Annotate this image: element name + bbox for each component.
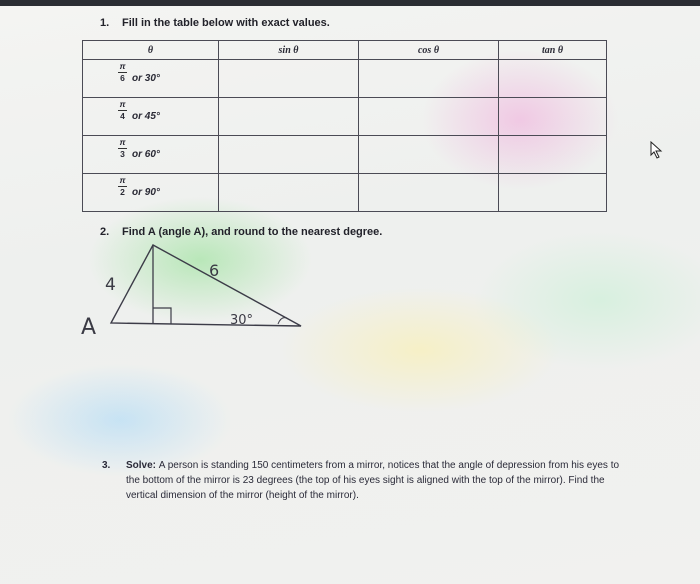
- fraction-denominator: 2: [120, 187, 125, 197]
- tan-answer-cell[interactable]: [499, 174, 607, 212]
- fraction: [118, 100, 127, 121]
- sin-answer-cell[interactable]: [219, 60, 359, 98]
- header-cos: cos θ: [359, 41, 499, 60]
- fraction-numerator: π: [119, 61, 126, 71]
- right-angle-marker: [153, 308, 171, 324]
- sin-answer-cell[interactable]: [219, 174, 359, 212]
- table-row: [83, 98, 607, 136]
- fraction: [118, 62, 127, 83]
- fraction-denominator: 6: [120, 73, 125, 83]
- tan-answer-cell[interactable]: [499, 60, 607, 98]
- cos-answer-cell[interactable]: [359, 98, 499, 136]
- question-3-text: A person is standing 150 centimeters from a mirror, notices that the angle of depression from his eyes to the bottom of the mirror is 23 degrees (the top of his eyes sight is aligned with the top of the mirror). Find the vertical dimension of the mirror (height of the mirror).: [126, 460, 620, 501]
- fraction: [118, 176, 127, 197]
- degree-label: or 60°: [132, 149, 160, 160]
- question-2-text: Find A (angle A), and round to the nearest degree.: [122, 226, 383, 238]
- question-2-number: 2.: [100, 226, 110, 238]
- fraction-numerator: π: [119, 99, 126, 109]
- degree-label: or 30°: [132, 73, 160, 84]
- triangle-diagram: [75, 240, 315, 340]
- header-sin: sin θ: [219, 41, 359, 60]
- fraction-numerator: π: [119, 175, 126, 185]
- window-edge: [0, 0, 700, 6]
- angle-cell: [83, 136, 219, 174]
- fraction-denominator: 4: [120, 111, 125, 121]
- cos-answer-cell[interactable]: [359, 174, 499, 212]
- header-tan: tan θ: [499, 41, 607, 60]
- degree-label: or 90°: [132, 187, 160, 198]
- side-label-4: 4: [105, 275, 116, 295]
- question-3-block: [102, 458, 626, 503]
- degree-label: or 45°: [132, 111, 160, 122]
- angle-cell: [83, 60, 219, 98]
- table-row: [83, 136, 607, 174]
- question-1-prompt: [100, 17, 330, 29]
- question-3-lead: Solve:: [126, 460, 157, 471]
- sin-answer-cell[interactable]: [219, 98, 359, 136]
- triangle-shape: [111, 245, 301, 326]
- fraction-denominator: 3: [120, 149, 125, 159]
- pointer-hand-icon: [648, 140, 668, 160]
- question-1-number: 1.: [100, 17, 110, 29]
- table-header-row: [83, 41, 607, 60]
- question-2-prompt: [100, 226, 382, 238]
- trig-values-table: [82, 40, 607, 212]
- cos-answer-cell[interactable]: [359, 60, 499, 98]
- tan-answer-cell[interactable]: [499, 98, 607, 136]
- header-theta: θ: [83, 41, 219, 60]
- angle-cell: [83, 98, 219, 136]
- table-row: [83, 174, 607, 212]
- fraction-numerator: π: [119, 137, 126, 147]
- tan-answer-cell[interactable]: [499, 136, 607, 174]
- vertex-label-a: A: [81, 315, 97, 340]
- sin-answer-cell[interactable]: [219, 136, 359, 174]
- table-row: [83, 60, 607, 98]
- angle-label-30: 30°: [230, 313, 254, 328]
- cos-answer-cell[interactable]: [359, 136, 499, 174]
- question-1-text: Fill in the table below with exact values.: [122, 17, 330, 29]
- side-label-6: 6: [209, 261, 220, 280]
- angle-cell: [83, 174, 219, 212]
- fraction: [118, 138, 127, 159]
- question-3-number: 3.: [102, 460, 111, 471]
- angle-arc: [278, 318, 287, 324]
